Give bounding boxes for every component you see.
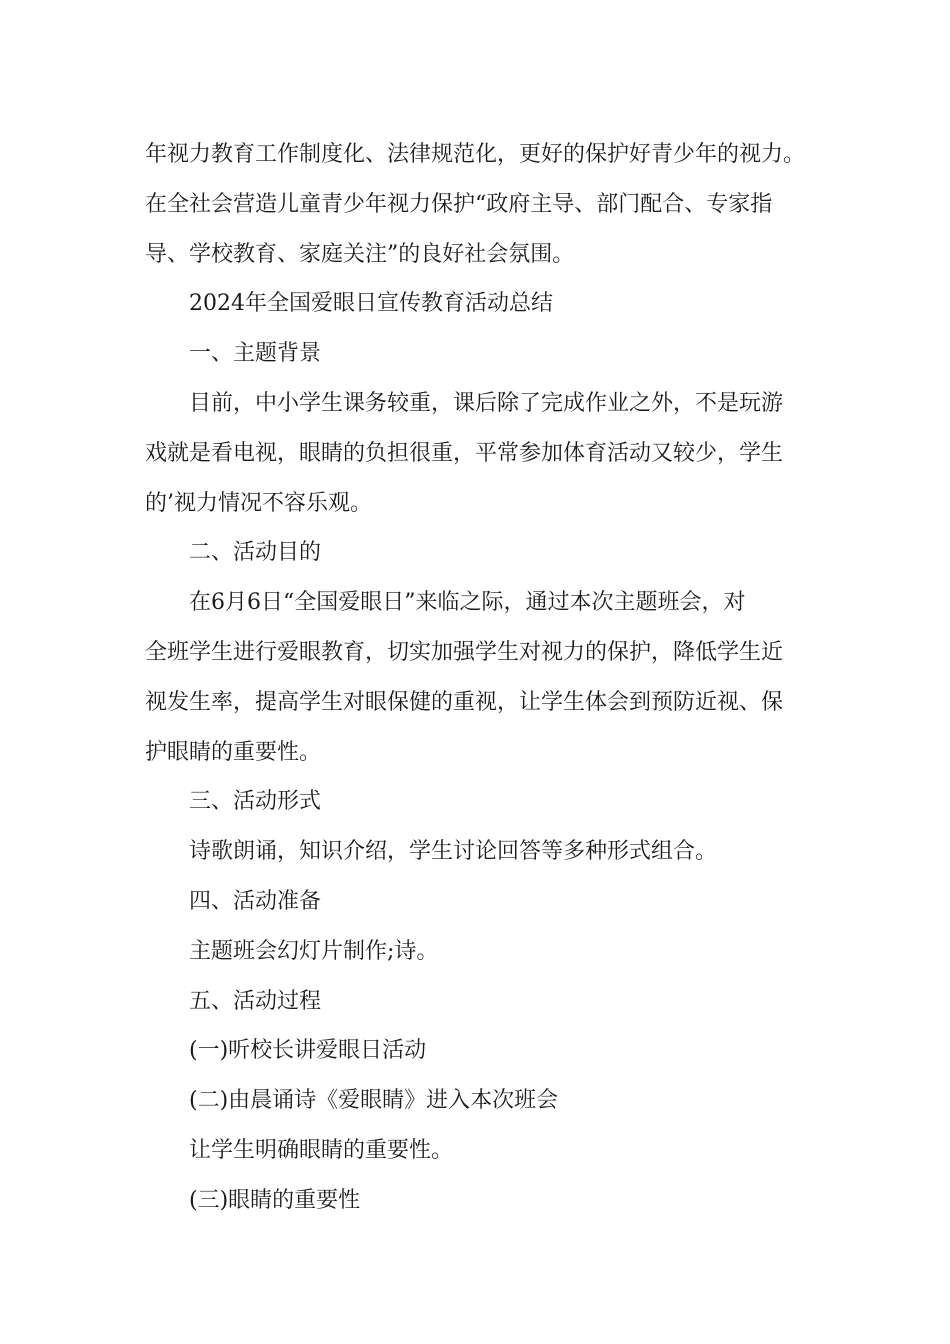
text-line: 导、学校教育、家庭关注”的良好社会氛围。 bbox=[145, 241, 575, 267]
section-heading-background: 一、主题背景 bbox=[189, 341, 322, 367]
paragraph-background bbox=[145, 379, 825, 528]
text-line: 在全社会营造儿童青少年视力保护“政府主导、部门配合、专家指 bbox=[145, 191, 773, 217]
document-title: 2024年全国爱眼日宣传教育活动总结 bbox=[189, 291, 553, 317]
text-line: 全班学生进行爱眼教育，切实加强学生对视力的保护，降低学生近 bbox=[145, 639, 784, 665]
section-heading-preparation: 四、活动准备 bbox=[189, 888, 322, 914]
paragraph-form: 诗歌朗诵，知识介绍，学生讨论回答等多种形式组合。 bbox=[189, 839, 718, 865]
text-line: 目前，中小学生课务较重，课后除了完成作业之外，不是玩游 bbox=[189, 390, 784, 416]
text-line: 在6月6日“全国爱眼日”来临之际，通过本次主题班会，对 bbox=[189, 590, 746, 616]
text-line: 的’视力情况不容乐观。 bbox=[145, 490, 372, 516]
process-step-3: (三)眼睛的重要性 bbox=[189, 1187, 361, 1213]
document-body bbox=[145, 130, 825, 1226]
text-line: 视发生率，提高学生对眼保健的重视，让学生体会到预防近视、保 bbox=[145, 689, 784, 715]
section-heading-form: 三、活动形式 bbox=[189, 789, 322, 815]
text-line: 年视力教育工作制度化、法律规范化，更好的保护好青少年的视力。 bbox=[145, 142, 806, 167]
section-heading-purpose: 二、活动目的 bbox=[189, 540, 322, 566]
paragraph-process-note: 让学生明确眼睛的重要性。 bbox=[189, 1137, 454, 1163]
text-line: 护眼睛的重要性。 bbox=[145, 739, 322, 765]
text-line: 戏就是看电视，眼睛的负担很重，平常参加体育活动又较少，学生 bbox=[145, 440, 784, 466]
process-step-1: (一)听校长讲爱眼日活动 bbox=[189, 1038, 427, 1064]
process-step-2: (二)由晨诵诗《爱眼睛》进入本次班会 bbox=[189, 1088, 559, 1114]
paragraph-continuation bbox=[145, 130, 825, 279]
section-heading-process: 五、活动过程 bbox=[189, 988, 322, 1014]
paragraph-purpose bbox=[145, 578, 825, 777]
paragraph-preparation: 主题班会幻灯片制作;诗。 bbox=[189, 938, 439, 964]
